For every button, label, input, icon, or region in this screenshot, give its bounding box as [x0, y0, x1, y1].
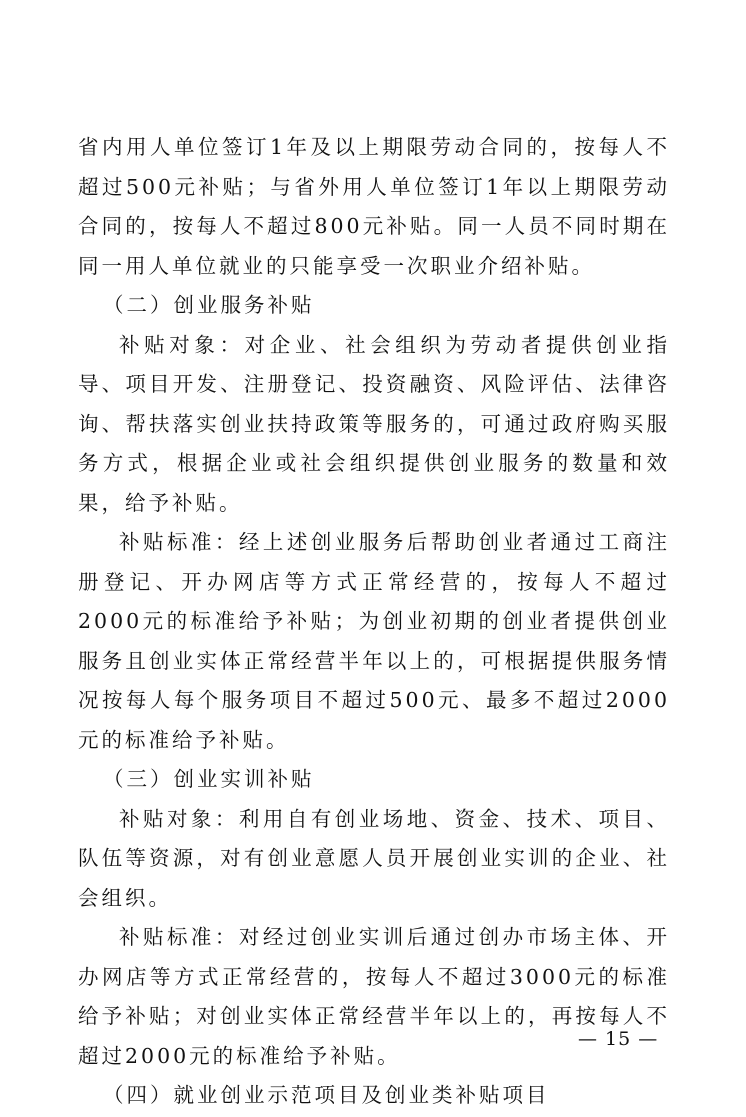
document-body [78, 128, 670, 1116]
paragraph-subsidy-target-2: 补贴对象：对企业、社会组织为劳动者提供创业指导、项目开发、注册登记、投资融资、风险评估、法律咨询、帮扶落实创业扶持政策等服务的，可通过政府购买服务方式，根据企业或社会组织提供创业服务的数量和效果，给予补贴。 [78, 332, 670, 515]
paragraph-continuation: 省内用人单位签订1年及以上期限劳动合同的，按每人不超过500元补贴；与省外用人单位签订1年以上期限劳动合同的，按每人不超过800元补贴。同一人员不同时期在同一用人单位就业的只能享受一次职业介绍补贴。 [78, 135, 670, 278]
paragraph-subsidy-standard-3: 补贴标准：对经过创业实训后通过创办市场主体、开办网店等方式正常经营的，按每人不超过3000元的标准给予补贴；对创业实体正常经营半年以上的，再按每人不超过2000元的标准给予补贴。 [78, 925, 670, 1068]
paragraph-subsidy-standard-2: 补贴标准：经上述创业服务后帮助创业者通过工商注册登记、开办网店等方式正常经营的，按每人不超过2000元的标准给予补贴；为创业初期的创业者提供创业服务且创业实体正常经营半年以上的，可根据提供服务情况按每人每个服务项目不超过500元、最多不超过2000元的标准给予补贴。 [78, 530, 670, 752]
section-heading-3: （三）创业实训补贴 [103, 767, 315, 791]
page-number: — 15 — [578, 1028, 659, 1050]
section-heading-4: （四）就业创业示范项目及创业类补贴项目 [103, 1083, 550, 1107]
paragraph-subsidy-target-3: 补贴对象：利用自有创业场地、资金、技术、项目、队伍等资源，对有创业意愿人员开展创业实训的企业、社会组织。 [78, 806, 670, 910]
section-heading-2: （二）创业服务补贴 [103, 293, 315, 317]
